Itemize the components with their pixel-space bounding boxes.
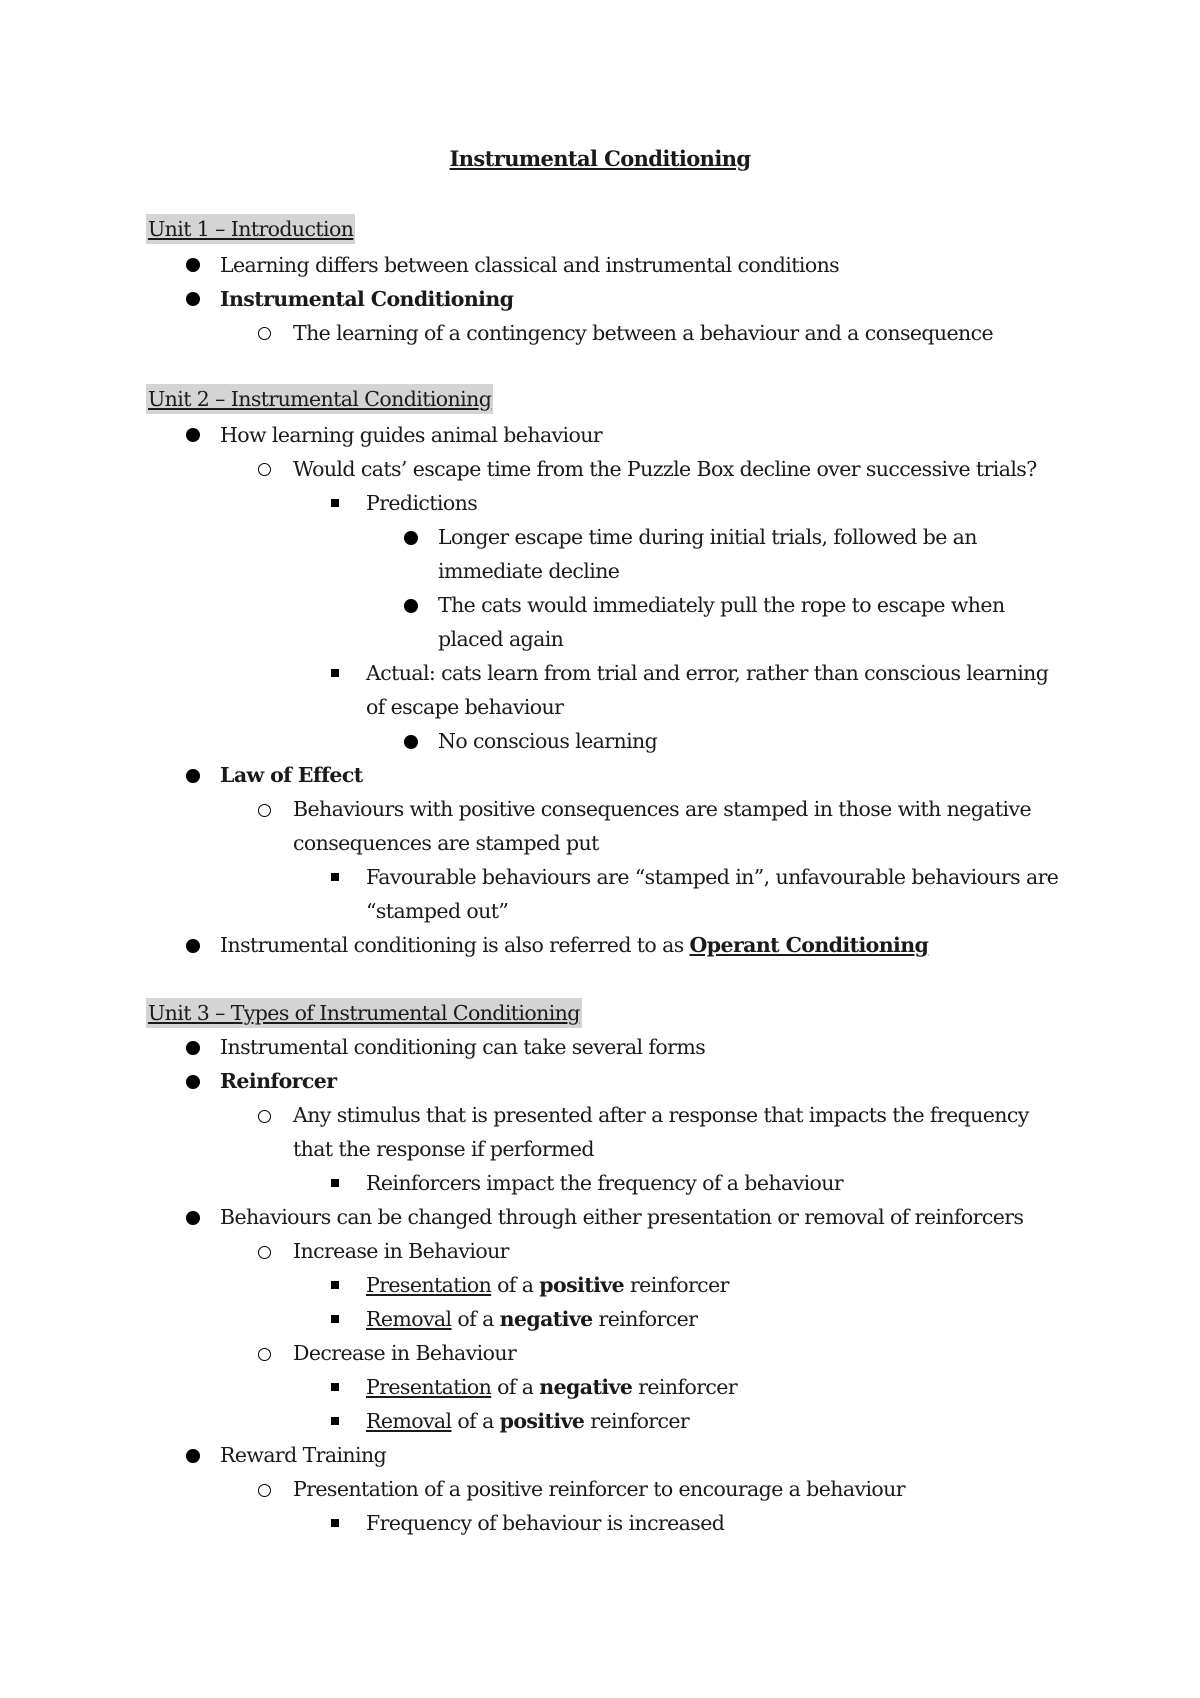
unit-2-heading: Unit 2 – Instrumental Conditioning [146,384,493,414]
filled-bullet-icon [404,531,418,545]
list-item-text: Instrumental conditioning is also referred to as [220,933,690,957]
list-item [366,1404,689,1438]
list-item: Frequency of behaviour is increased [366,1511,725,1535]
square-bullet-icon [331,499,339,507]
positive-term: positive [539,1273,625,1297]
filled-bullet-icon [186,1449,200,1463]
square-bullet-icon [331,1519,339,1527]
filled-bullet-icon [186,428,200,442]
list-item [366,1268,729,1302]
hollow-bullet-icon [258,327,271,340]
list-item: Would cats’ escape time from the Puzzle Box decline over successive trials? [293,457,1037,481]
square-bullet-icon [331,1315,339,1323]
unit-3-heading: Unit 3 – Types of Instrumental Conditioning [146,998,582,1028]
filled-bullet-icon [186,292,200,306]
list-item-continuation: consequences are stamped put [293,831,599,855]
list-item: No conscious learning [438,729,658,753]
list-item-continuation: “stamped out” [366,899,509,923]
list-item: Reinforcers impact the frequency of a behaviour [366,1171,844,1195]
list-item: Actual: cats learn from trial and error, rather than conscious learning [366,661,1049,685]
removal-term: Removal [366,1409,452,1433]
list-item-text: of a [491,1273,540,1297]
list-item: Favourable behaviours are “stamped in”, unfavourable behaviours are [366,865,1059,889]
filled-bullet-icon [186,769,200,783]
list-item [366,1370,737,1404]
list-item: Behaviours with positive consequences are stamped in those with negative [293,797,1032,821]
filled-bullet-icon [404,735,418,749]
list-item-continuation: immediate decline [438,559,620,583]
square-bullet-icon [331,873,339,881]
square-bullet-icon [331,1179,339,1187]
list-item-text: reinforcer [632,1375,738,1399]
removal-term: Removal [366,1307,452,1331]
presentation-term: Presentation [366,1273,492,1297]
list-item-text: of a [491,1375,540,1399]
list-item: Longer escape time during initial trials, followed be an [438,525,977,549]
list-item: Reward Training [220,1443,387,1467]
list-item-text: of a [451,1307,500,1331]
hollow-bullet-icon [258,1348,271,1361]
list-item: Law of Effect [220,763,363,787]
square-bullet-icon [331,669,339,677]
list-item: How learning guides animal behaviour [220,423,603,447]
negative-term: negative [539,1375,633,1399]
positive-term: positive [499,1409,585,1433]
list-item: The learning of a contingency between a behaviour and a consequence [293,321,994,345]
list-item-text: of a [451,1409,500,1433]
unit-1-heading: Unit 1 – Introduction [146,214,355,244]
list-item: Any stimulus that is presented after a response that impacts the frequency [293,1103,1029,1127]
list-item [220,928,928,962]
hollow-bullet-icon [258,1246,271,1259]
list-item: Predictions [366,491,478,515]
filled-bullet-icon [186,258,200,272]
list-item: Learning differs between classical and instrumental conditions [220,253,840,277]
filled-bullet-icon [186,1075,200,1089]
square-bullet-icon [331,1281,339,1289]
list-item-continuation: of escape behaviour [366,695,564,719]
hollow-bullet-icon [258,463,271,476]
list-item: Instrumental Conditioning [220,287,514,311]
square-bullet-icon [331,1383,339,1391]
filled-bullet-icon [186,939,200,953]
filled-bullet-icon [404,599,418,613]
filled-bullet-icon [186,1211,200,1225]
list-item-text: reinforcer [584,1409,690,1433]
list-item: Instrumental conditioning can take several forms [220,1035,706,1059]
square-bullet-icon [331,1417,339,1425]
list-item: Presentation of a positive reinforcer to encourage a behaviour [293,1477,905,1501]
list-item: The cats would immediately pull the rope to escape when [438,593,1005,617]
negative-term: negative [499,1307,593,1331]
list-item-text: reinforcer [624,1273,729,1297]
list-item: Increase in Behaviour [293,1239,509,1263]
list-item: Behaviours can be changed through either presentation or removal of reinforcers [220,1205,1024,1229]
list-item-text: reinforcer [592,1307,698,1331]
list-item: Reinforcer [220,1069,337,1093]
hollow-bullet-icon [258,1484,271,1497]
list-item-continuation: that the response if performed [293,1137,594,1161]
list-item-continuation: placed again [438,627,564,651]
hollow-bullet-icon [258,804,271,817]
presentation-term: Presentation [366,1375,492,1399]
list-item: Decrease in Behaviour [293,1341,517,1365]
filled-bullet-icon [186,1041,200,1055]
operant-conditioning-term: Operant Conditioning [689,933,929,957]
hollow-bullet-icon [258,1110,271,1123]
document-title: Instrumental Conditioning [449,146,751,171]
list-item [366,1302,697,1336]
